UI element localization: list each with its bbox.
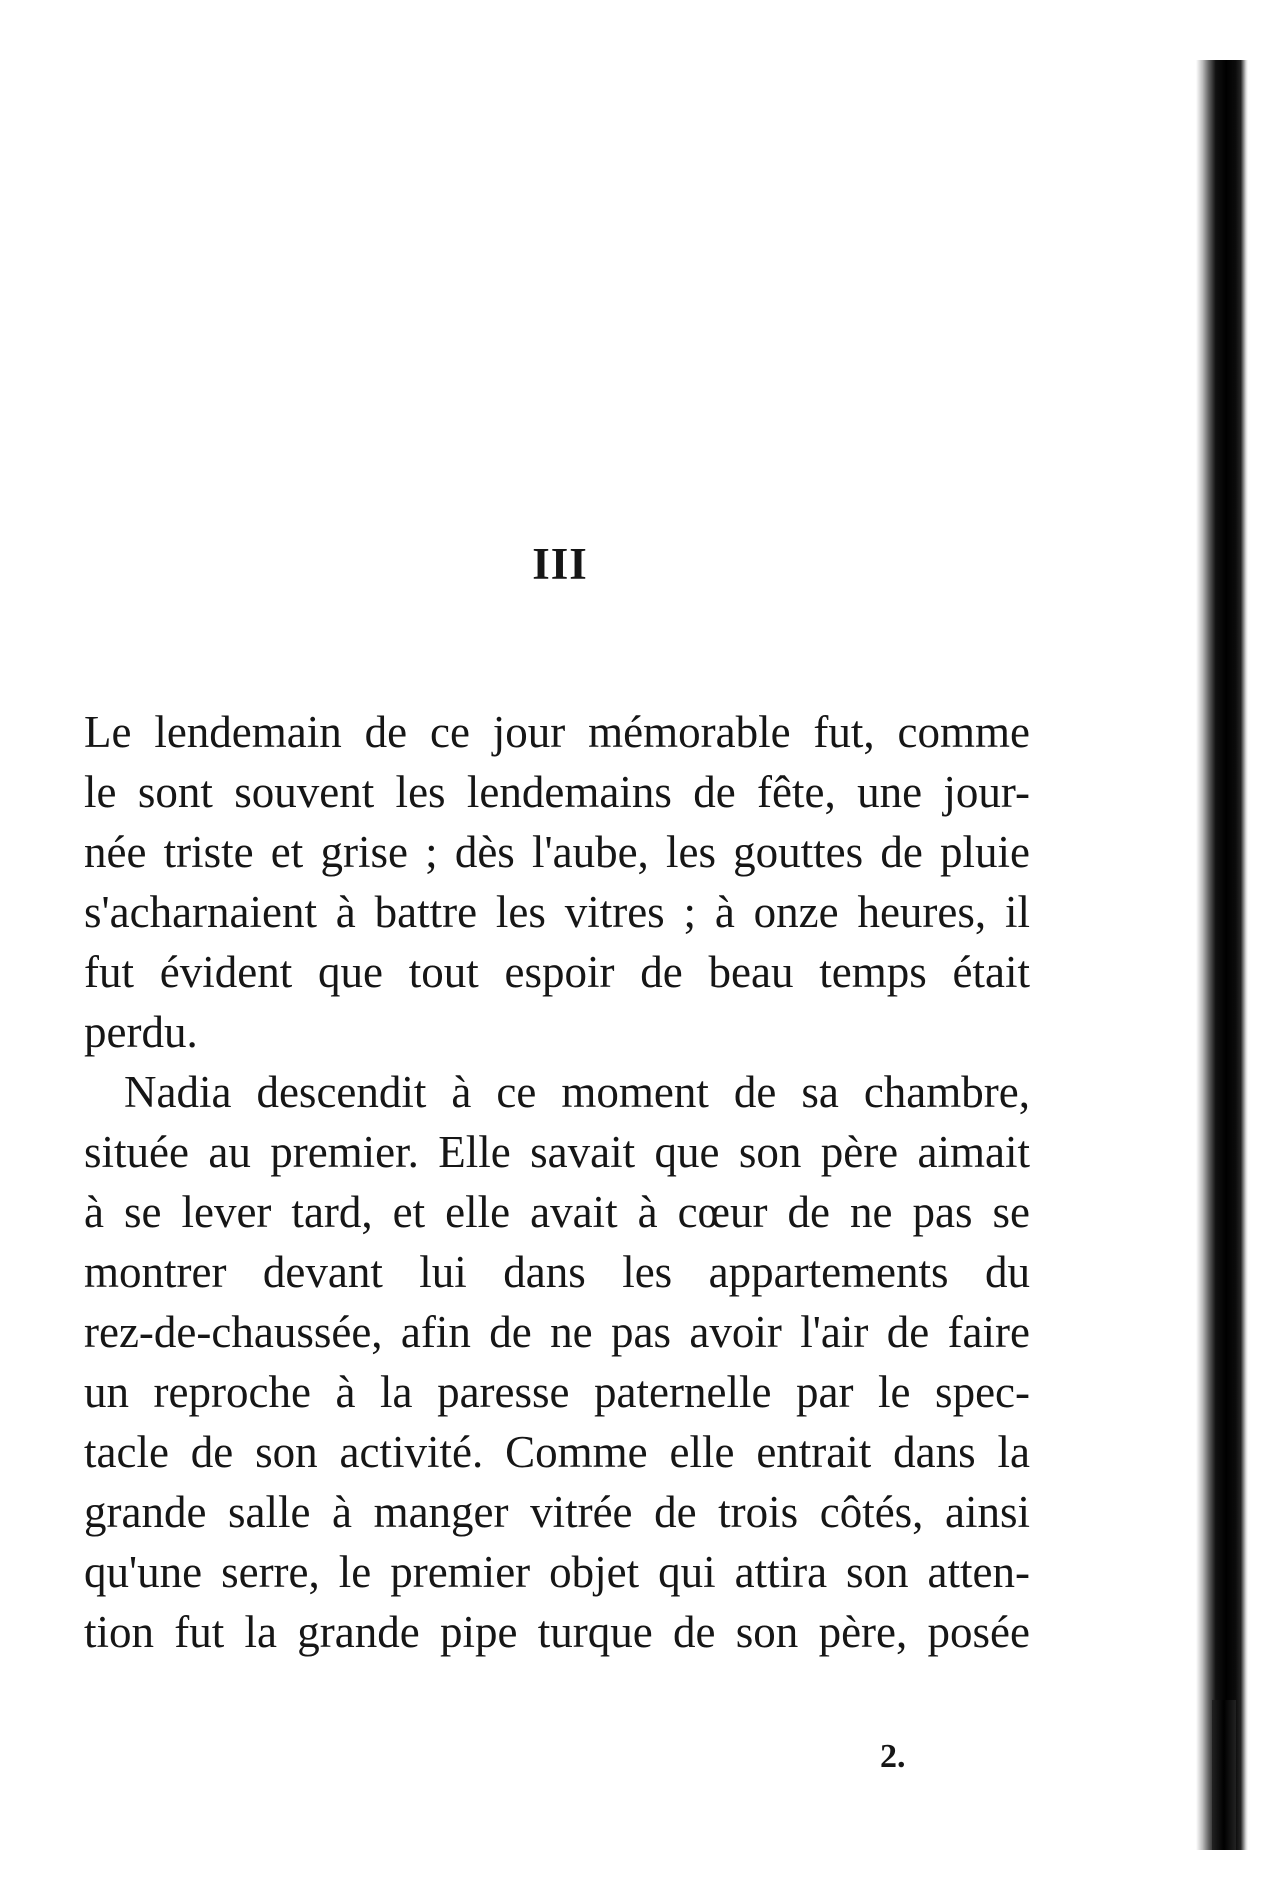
- text-line: Nadia descendit à ce moment de sa chambre,: [124, 1067, 1030, 1117]
- page-binding-edge: [1196, 60, 1248, 1850]
- signature-mark: 2.: [880, 1738, 906, 1775]
- body-text: [84, 702, 1030, 1662]
- text-line: née triste et grise ; dès l'aube, les gouttes de pluie: [84, 827, 1030, 877]
- text-line: grande salle à manger vitrée de trois côtés, ainsi: [84, 1487, 1030, 1537]
- text-line: qu'une serre, le premier objet qui attira son atten-: [84, 1547, 1030, 1597]
- text-line: fut évident que tout espoir de beau temps était: [84, 947, 1030, 997]
- text-line: située au premier. Elle savait que son père aimait: [84, 1127, 1030, 1177]
- text-line: perdu.: [84, 1007, 198, 1057]
- text-line: tacle de son activité. Comme elle entrait dans la: [84, 1427, 1030, 1477]
- text-line: le sont souvent les lendemains de fête, une jour-: [84, 767, 1030, 817]
- chapter-number: III: [532, 539, 588, 589]
- text-line: rez-de-chaussée, afin de ne pas avoir l'air de faire: [84, 1307, 1030, 1357]
- text-line: à se lever tard, et elle avait à cœur de ne pas se: [84, 1187, 1030, 1237]
- text-line: tion fut la grande pipe turque de son père, posée: [84, 1607, 1030, 1657]
- text-line: s'acharnaient à battre les vitres ; à onze heures, il: [84, 887, 1030, 937]
- text-line: Le lendemain de ce jour mémorable fut, comme: [84, 707, 1030, 757]
- page-binding-edge-lower: [1212, 1700, 1236, 1850]
- text-line: un reproche à la paresse paternelle par le spec-: [84, 1367, 1030, 1417]
- text-line: montrer devant lui dans les appartements du: [84, 1247, 1030, 1297]
